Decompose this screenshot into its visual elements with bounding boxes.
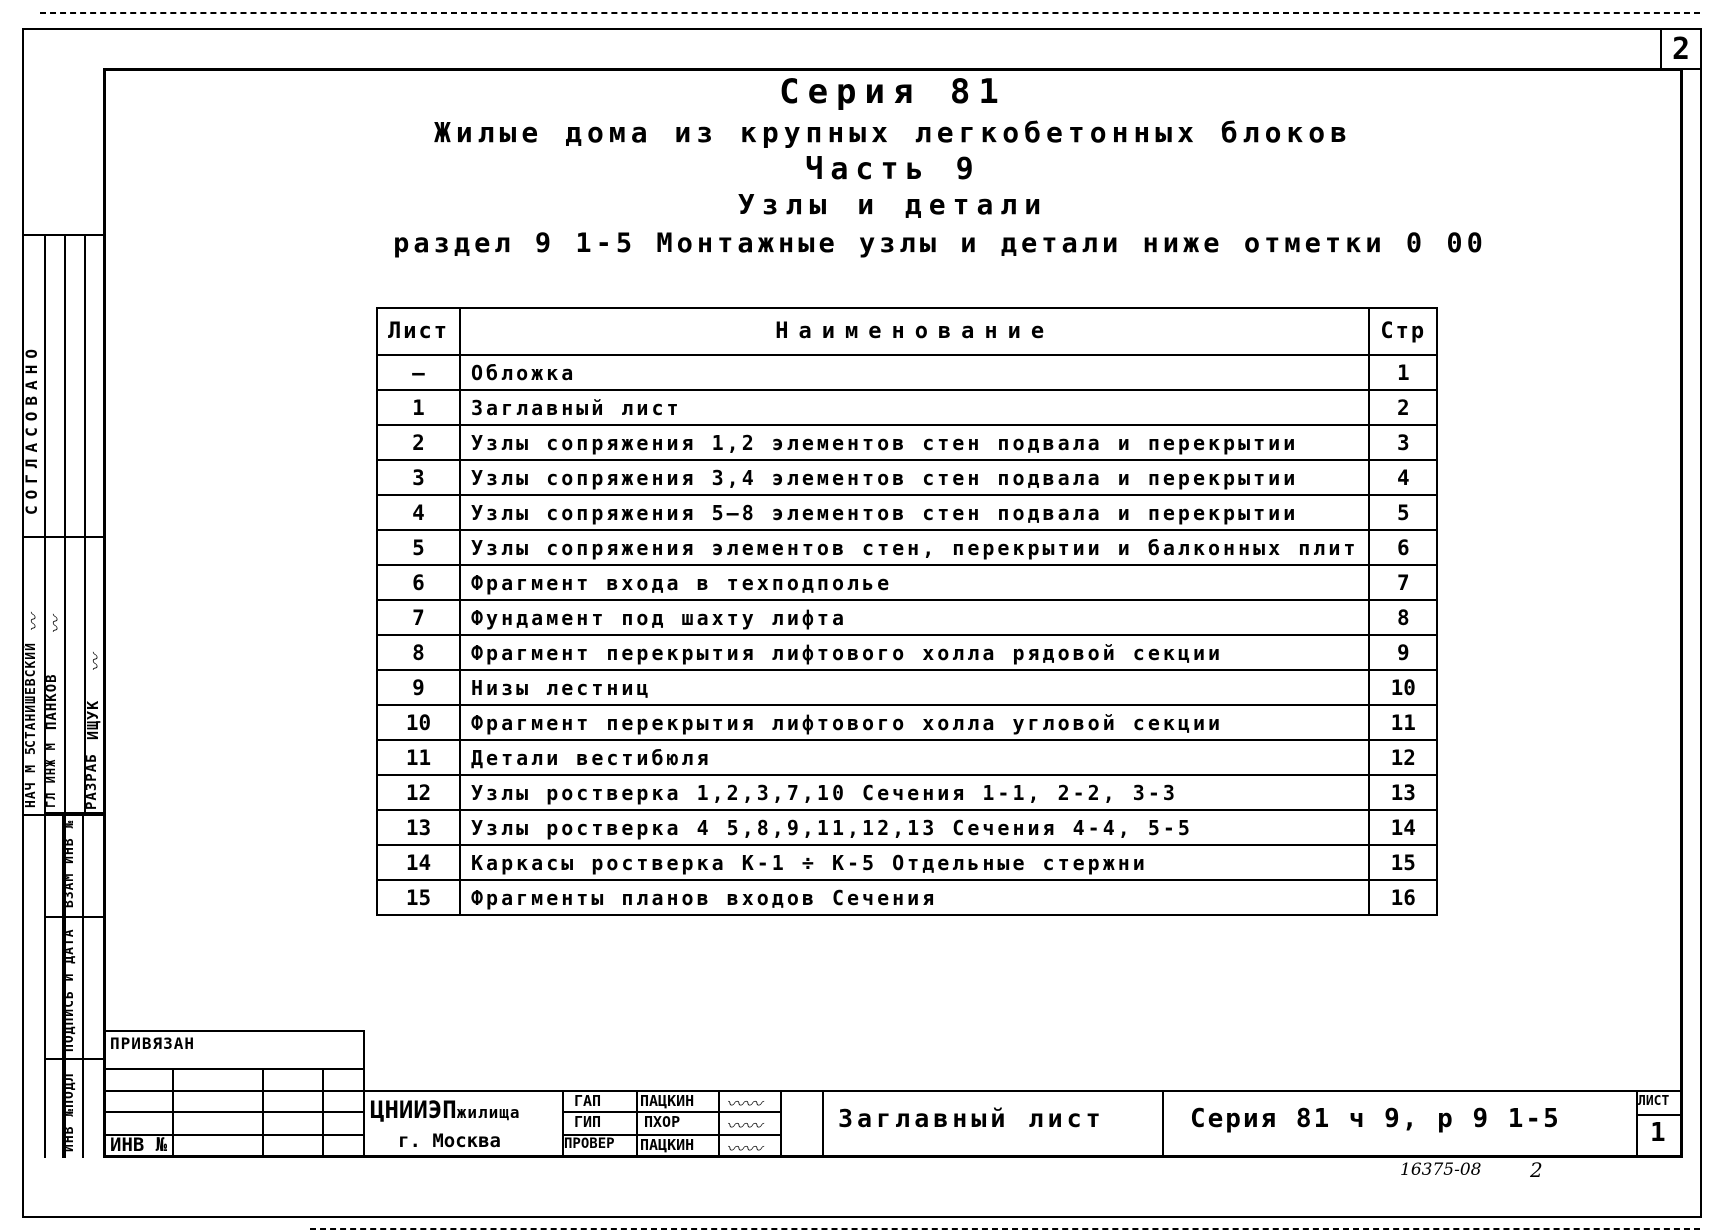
- page-number-cell: 2: [1369, 390, 1437, 425]
- side-field-inv: ИНВ №ПОДЛ: [62, 1072, 77, 1152]
- column-header-sheet: Лист: [377, 308, 460, 355]
- page-number-cell: 13: [1369, 775, 1437, 810]
- table-row: [377, 425, 1437, 460]
- sheet-number-cell: 13: [377, 810, 460, 845]
- sheet-name-cell: Узлы сопряжения элементов стен, перекрытии и балконных плит: [460, 530, 1369, 565]
- page-number-cell: 4: [1369, 460, 1437, 495]
- sheet-name-cell: Фрагмент входа в техподполье: [460, 565, 1369, 600]
- sheet-number: 1: [1650, 1118, 1666, 1148]
- page-number-cell: 8: [1369, 600, 1437, 635]
- signature-mark-2: 〰: [46, 616, 67, 634]
- sheet-number-cell: 4: [377, 495, 460, 530]
- page-number-cell: 9: [1369, 635, 1437, 670]
- page-number-cell: 1: [1369, 355, 1437, 390]
- sheet-number-cell: 15: [377, 880, 460, 915]
- table-row: [377, 600, 1437, 635]
- sheet-title: Заглавный лист: [838, 1104, 1105, 1133]
- bound-label: ПРИВЯЗАН: [110, 1034, 196, 1053]
- sheet-label: ЛИСТ: [1638, 1094, 1670, 1109]
- org-name-suffix: жилища: [456, 1103, 521, 1122]
- side-name-2: ПАНКОВ: [44, 673, 60, 730]
- table-row: [377, 740, 1437, 775]
- sheet-name-cell: Фрагмент перекрытия лифтового холла угловой секции: [460, 705, 1369, 740]
- sheet-name-cell: Фрагменты планов входов Сечения: [460, 880, 1369, 915]
- sheet-name-cell: Узлы сопряжения 3,4 элементов стен подвала и перекрытии: [460, 460, 1369, 495]
- sheet-name-cell: Узлы ростверка 4 5,8,9,11,12,13 Сечения 4-4, 5-5: [460, 810, 1369, 845]
- sheet-number-cell: 12: [377, 775, 460, 810]
- table-row: [377, 670, 1437, 705]
- agreed-label: СОГЛАСОВАНО: [22, 343, 41, 515]
- sheet-number-cell: 5: [377, 530, 460, 565]
- contents-table: [376, 307, 1438, 916]
- sheet-number-cell: 9: [377, 670, 460, 705]
- table-row: [377, 355, 1437, 390]
- side-field-replace: ВЗАМ ИНВ №: [62, 819, 77, 908]
- table-row: [377, 565, 1437, 600]
- side-role-2: ГЛ ИНЖ М: [44, 742, 58, 808]
- sheet-number-cell: 8: [377, 635, 460, 670]
- page-number-cell: 16: [1369, 880, 1437, 915]
- page-number-cell: 14: [1369, 810, 1437, 845]
- sheet-name-cell: Детали вестибюля: [460, 740, 1369, 775]
- table-row: [377, 495, 1437, 530]
- series-code: Серия 81 ч 9, р 9 1-5: [1190, 1104, 1561, 1134]
- table-row: [377, 390, 1437, 425]
- side-name-3: ИЩУК: [84, 699, 102, 740]
- sheet-name-cell: Узлы ростверка 1,2,3,7,10 Сечения 1-1, 2-2, 3-3: [460, 775, 1369, 810]
- name-gap: ПАЦКИН: [640, 1092, 695, 1110]
- table-row: [377, 530, 1437, 565]
- inv-label: ИНВ №: [110, 1134, 168, 1156]
- sheet-number-cell: 14: [377, 845, 460, 880]
- top-dashed-edge: [40, 12, 1700, 14]
- sheet-name-cell: Узлы сопряжения 5–8 элементов стен подвала и перекрытии: [460, 495, 1369, 530]
- sheet-name-cell: Каркасы ростверка К-1 ÷ К-5 Отдельные стержни: [460, 845, 1369, 880]
- signature-mark-1: 〰: [24, 614, 45, 632]
- sheet-number-cell: 2: [377, 425, 460, 460]
- page-number-cell: 3: [1369, 425, 1437, 460]
- table-row: [377, 845, 1437, 880]
- column-header-name: Наименование: [460, 308, 1369, 355]
- sheet-name-cell: Заглавный лист: [460, 390, 1369, 425]
- role-gip: ГИП: [574, 1113, 602, 1131]
- side-role-3: РАЗРАБ: [84, 753, 100, 810]
- signature-gip: 〰〰: [726, 1116, 762, 1137]
- role-gap: ГАП: [574, 1092, 602, 1110]
- org-name-main: ЦНИИЭП: [370, 1096, 457, 1124]
- sheet-name-cell: Фрагмент перекрытия лифтового холла рядовой секции: [460, 635, 1369, 670]
- sheet-name-cell: Узлы сопряжения 1,2 элементов стен подвала и перекрытии: [460, 425, 1369, 460]
- bottom-dashed-edge: [310, 1228, 1700, 1230]
- signature-mark-3: 〰: [86, 654, 107, 672]
- column-header-page: Стр: [1369, 308, 1437, 355]
- role-checker: ПРОВЕР: [564, 1136, 615, 1152]
- page-number-cell: 12: [1369, 740, 1437, 775]
- table-row: [377, 635, 1437, 670]
- side-name-1: СТАНИШЕВСКИЙ: [24, 642, 39, 748]
- page-number-cell: 10: [1369, 670, 1437, 705]
- sheet-number-cell: —: [377, 355, 460, 390]
- footer-code: 16375-08: [1400, 1160, 1482, 1180]
- name-gip: ПХОР: [644, 1113, 681, 1131]
- org-city: г. Москва: [398, 1130, 501, 1152]
- table-row: [377, 460, 1437, 495]
- footer-page: 2: [1530, 1158, 1543, 1182]
- signature-gap: 〰〰: [726, 1094, 762, 1115]
- table-row: [377, 775, 1437, 810]
- page-number-cell: 5: [1369, 495, 1437, 530]
- table-row: [377, 705, 1437, 740]
- table-header-row: [377, 308, 1437, 355]
- sheet-number-cell: 6: [377, 565, 460, 600]
- sheet-number-cell: 10: [377, 705, 460, 740]
- table-row: [377, 880, 1437, 915]
- side-role-1: НАЧ М 5: [24, 746, 39, 808]
- org-name: [370, 1096, 521, 1124]
- table-row: [377, 810, 1437, 845]
- sheet-name-cell: Фундамент под шахту лифта: [460, 600, 1369, 635]
- document-subtitle: Жилые дома из крупных легкобетонных блоков: [433, 116, 1352, 149]
- series-title: Серия 81: [779, 72, 1007, 112]
- subsection-title: раздел 9 1-5 Монтажные узлы и детали ниже отметки 0 00: [393, 228, 1487, 259]
- sheet-number-cell: 11: [377, 740, 460, 775]
- page-number-cell: 7: [1369, 565, 1437, 600]
- page-number-cell: 15: [1369, 845, 1437, 880]
- section-title: Узлы и детали: [737, 188, 1049, 221]
- page-number-cell: 11: [1369, 705, 1437, 740]
- part-title: Часть 9: [805, 152, 981, 187]
- corner-sheet-number: 2: [1660, 30, 1700, 70]
- signature-checker: 〰〰: [726, 1139, 762, 1160]
- sheet-number-cell: 3: [377, 460, 460, 495]
- page-number-cell: 6: [1369, 530, 1437, 565]
- name-checker: ПАЦКИН: [640, 1136, 695, 1154]
- sheet-number-cell: 1: [377, 390, 460, 425]
- side-field-signature: ПОДПИСЬ И ДАТА: [62, 928, 77, 1052]
- sheet-name-cell: Обложка: [460, 355, 1369, 390]
- sheet-number-cell: 7: [377, 600, 460, 635]
- sheet-name-cell: Низы лестниц: [460, 670, 1369, 705]
